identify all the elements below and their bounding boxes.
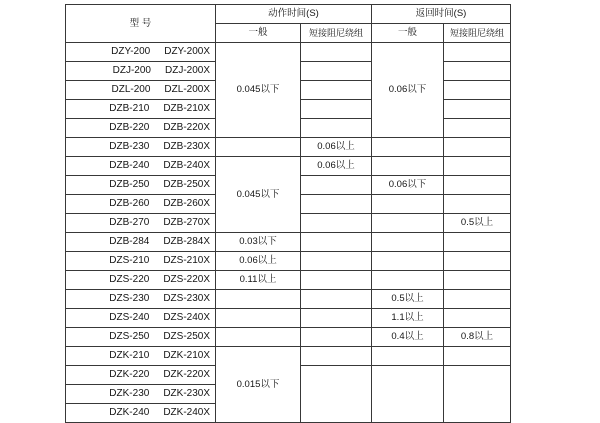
value-cell-return-general: 0.06以下 — [372, 43, 444, 138]
table-row — [66, 347, 511, 366]
model-cell — [66, 100, 216, 119]
model-name: DZK-210 — [109, 350, 150, 361]
model-cell — [66, 328, 216, 347]
model-name-variant: DZJ-200X — [164, 65, 210, 76]
model-name: DZL-200 — [111, 84, 151, 95]
value-cell-action-damping — [301, 119, 372, 138]
header-row-groups — [66, 5, 511, 24]
value-cell-action-damping: 0.06以上 — [301, 138, 372, 157]
value-cell-return-general: 1.1以上 — [372, 309, 444, 328]
model-name: DZS-230 — [109, 293, 150, 304]
value-cell-return-general — [372, 157, 444, 176]
value-cell-return-general — [372, 347, 444, 366]
model-name-variant: DZS-230X — [163, 293, 210, 304]
value-cell-return-damping — [444, 290, 511, 309]
value-cell-return-general — [372, 366, 444, 423]
value-cell-return-damping — [444, 252, 511, 271]
value-cell-return-general: 0.06以下 — [372, 176, 444, 195]
value-cell-return-damping — [444, 271, 511, 290]
value-cell-action-general — [216, 309, 301, 328]
header-return-general: 一般 — [372, 24, 444, 43]
value-cell-return-general — [372, 214, 444, 233]
value-cell-action-general: 0.11以上 — [216, 271, 301, 290]
value-cell-action-general — [216, 290, 301, 309]
value-cell-action-damping — [301, 309, 372, 328]
model-name: DZS-250 — [109, 331, 150, 342]
model-cell — [66, 138, 216, 157]
header-action-general: 一般 — [216, 24, 301, 43]
model-name-variant: DZY-200X — [164, 46, 210, 57]
value-cell-action-damping — [301, 176, 372, 195]
value-cell-return-general — [372, 233, 444, 252]
model-cell — [66, 290, 216, 309]
value-cell-return-damping — [444, 100, 511, 119]
value-cell-return-damping: 0.5以上 — [444, 214, 511, 233]
value-cell-return-damping — [444, 366, 511, 423]
model-name: DZS-210 — [109, 255, 150, 266]
value-cell-return-general — [372, 271, 444, 290]
value-cell-action-damping — [301, 233, 372, 252]
table-row — [66, 157, 511, 176]
value-cell-return-damping: 0.8以上 — [444, 328, 511, 347]
model-name: DZB-230 — [109, 141, 150, 152]
header-return-time: 返回时间(S) — [372, 5, 511, 24]
table-header — [66, 5, 511, 43]
model-name-variant: DZB-240X — [163, 160, 210, 171]
model-cell — [66, 119, 216, 138]
value-cell-return-damping — [444, 157, 511, 176]
model-cell — [66, 404, 216, 423]
value-cell-return-damping — [444, 309, 511, 328]
model-name-variant: DZS-240X — [163, 312, 210, 323]
value-cell-action-general: 0.06以上 — [216, 252, 301, 271]
header-return-damping: 短接阻尼绕组 — [444, 24, 511, 43]
value-cell-action-damping — [301, 214, 372, 233]
value-cell-return-damping — [444, 119, 511, 138]
value-cell-return-damping — [444, 195, 511, 214]
model-name-variant: DZB-220X — [163, 122, 210, 133]
model-name: DZB-220 — [109, 122, 150, 133]
table-row — [66, 271, 511, 290]
value-cell-action-damping — [301, 271, 372, 290]
value-cell-action-damping — [301, 81, 372, 100]
value-cell-return-damping — [444, 347, 511, 366]
value-cell-action-general — [216, 328, 301, 347]
model-name-variant: DZB-270X — [163, 217, 210, 228]
table-row — [66, 328, 511, 347]
model-cell — [66, 309, 216, 328]
value-cell-return-damping — [444, 176, 511, 195]
table-row — [66, 309, 511, 328]
header-action-time: 动作时间(S) — [216, 5, 372, 24]
value-cell-action-general: 0.015以下 — [216, 347, 301, 423]
model-name: DZB-260 — [109, 198, 150, 209]
model-name: DZJ-200 — [112, 65, 151, 76]
model-name: DZY-200 — [111, 46, 151, 57]
model-cell — [66, 233, 216, 252]
model-cell — [66, 385, 216, 404]
model-name-variant: DZB-230X — [163, 141, 210, 152]
table-row — [66, 233, 511, 252]
model-name: DZB-270 — [109, 217, 150, 228]
model-cell — [66, 252, 216, 271]
value-cell-return-damping — [444, 43, 511, 62]
value-cell-action-damping — [301, 252, 372, 271]
model-cell — [66, 347, 216, 366]
model-name-variant: DZS-220X — [163, 274, 210, 285]
model-name: DZK-240 — [109, 407, 150, 418]
model-name: DZB-210 — [109, 103, 150, 114]
value-cell-return-general — [372, 195, 444, 214]
model-name-variant: DZB-284X — [163, 236, 210, 247]
value-cell-return-general: 0.4以上 — [372, 328, 444, 347]
model-cell — [66, 366, 216, 385]
model-name: DZB-240 — [109, 160, 150, 171]
value-cell-return-general — [372, 138, 444, 157]
value-cell-action-damping — [301, 366, 372, 423]
model-name: DZK-230 — [109, 388, 150, 399]
header-model: 型 号 — [66, 5, 216, 43]
model-cell — [66, 176, 216, 195]
table-row — [66, 252, 511, 271]
table-row — [66, 43, 511, 62]
value-cell-action-general: 0.045以下 — [216, 157, 301, 233]
value-cell-return-damping — [444, 233, 511, 252]
model-cell — [66, 157, 216, 176]
model-name-variant: DZB-210X — [163, 103, 210, 114]
model-cell — [66, 195, 216, 214]
value-cell-action-damping: 0.06以上 — [301, 157, 372, 176]
value-cell-action-general: 0.045以下 — [216, 43, 301, 138]
model-cell — [66, 81, 216, 100]
value-cell-action-damping — [301, 62, 372, 81]
value-cell-action-general — [216, 138, 301, 157]
header-action-damping: 短接阻尼绕组 — [301, 24, 372, 43]
model-cell — [66, 62, 216, 81]
model-name: DZS-220 — [109, 274, 150, 285]
table-row — [66, 138, 511, 157]
model-name-variant: DZS-250X — [163, 331, 210, 342]
value-cell-return-damping — [444, 62, 511, 81]
model-cell — [66, 43, 216, 62]
model-name-variant: DZB-260X — [163, 198, 210, 209]
table-row — [66, 290, 511, 309]
model-name-variant: DZK-240X — [163, 407, 210, 418]
value-cell-return-general: 0.5以上 — [372, 290, 444, 309]
model-name-variant: DZS-210X — [163, 255, 210, 266]
model-name: DZB-284 — [109, 236, 150, 247]
value-cell-action-general: 0.03以下 — [216, 233, 301, 252]
value-cell-action-damping — [301, 328, 372, 347]
value-cell-return-damping — [444, 138, 511, 157]
model-cell — [66, 271, 216, 290]
model-cell — [66, 214, 216, 233]
model-name-variant: DZK-220X — [163, 369, 210, 380]
model-name-variant: DZK-230X — [163, 388, 210, 399]
value-cell-action-damping — [301, 100, 372, 119]
value-cell-action-damping — [301, 347, 372, 366]
model-name-variant: DZL-200X — [164, 84, 210, 95]
spec-table — [65, 4, 511, 423]
model-name: DZK-220 — [109, 369, 150, 380]
model-name-variant: DZB-250X — [163, 179, 210, 190]
value-cell-return-damping — [444, 81, 511, 100]
model-name: DZB-250 — [109, 179, 150, 190]
model-name-variant: DZK-210X — [163, 350, 210, 361]
model-name: DZS-240 — [109, 312, 150, 323]
value-cell-action-damping — [301, 195, 372, 214]
value-cell-action-damping — [301, 43, 372, 62]
value-cell-return-general — [372, 252, 444, 271]
table-body — [66, 43, 511, 423]
value-cell-action-damping — [301, 290, 372, 309]
